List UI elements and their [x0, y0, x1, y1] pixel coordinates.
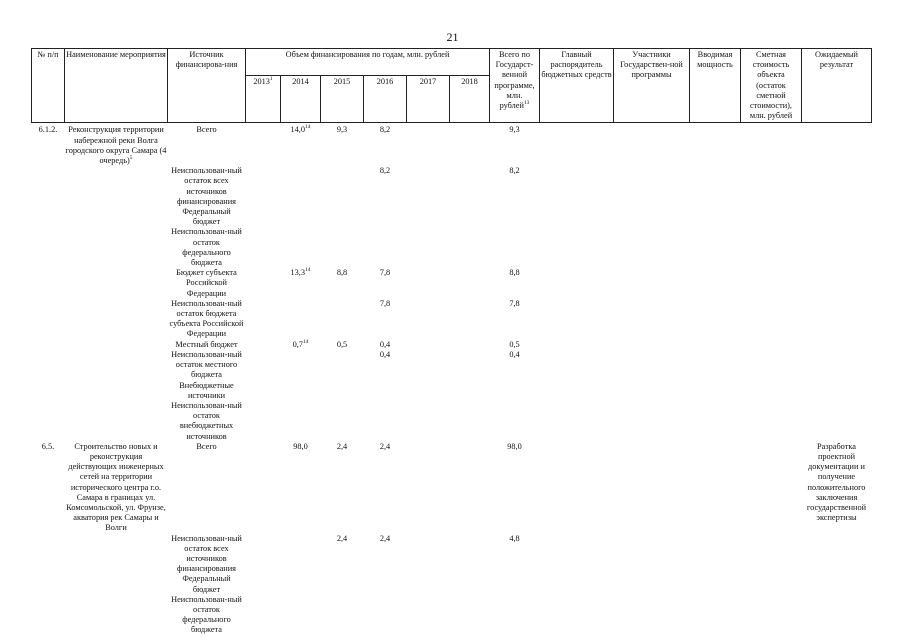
cell-2018: [450, 595, 490, 636]
row-num: [32, 350, 65, 381]
cell-2015: 2,4: [336, 441, 348, 451]
cell-result: [802, 299, 872, 340]
cell-2015: [321, 350, 364, 381]
cell-2017: [407, 381, 450, 401]
cell-manager: [540, 381, 614, 401]
cell-2013: [246, 340, 281, 350]
cell-estimate: [741, 350, 802, 381]
year-header: 2013$^1$: [246, 76, 281, 123]
row-source: Неиспользован-ный остаток всех источников финансирования: [171, 533, 242, 574]
cell-manager: [540, 268, 614, 299]
cell-manager: [540, 350, 614, 381]
row-name: [65, 207, 168, 227]
cell-2018: [450, 166, 490, 207]
col-header-num: № п/п: [32, 49, 65, 123]
table-row: [32, 340, 872, 350]
row-num: [32, 299, 65, 340]
cell-2016: [364, 595, 407, 636]
row-num: [32, 227, 65, 268]
cell-2015: 9,3: [336, 125, 348, 135]
cell-2015: [321, 207, 364, 227]
row-num: [32, 534, 65, 575]
cell-manager: [540, 595, 614, 636]
cell-2016: [364, 227, 407, 268]
table-row: [32, 350, 872, 381]
cell-participants: [614, 381, 690, 401]
cell-2014: [281, 401, 321, 442]
cell-manager: [540, 299, 614, 340]
cell-2018: [450, 227, 490, 268]
row-source: Неиспользован-ный остаток федерального бюджета: [171, 227, 242, 268]
cell-2013: [246, 595, 281, 636]
cell-2013: [246, 299, 281, 340]
cell-2017: [407, 442, 450, 534]
cell-2016: 2,4: [379, 533, 391, 543]
cell-estimate: [741, 534, 802, 575]
cell-participants: [614, 299, 690, 340]
col-header-total: Всего по Государст-венной программе, млн. рублей$^{13}$: [490, 49, 540, 123]
cell-2017: [407, 227, 450, 268]
cell-participants: [614, 442, 690, 534]
cell-2013: [246, 381, 281, 401]
col-header-estimate: Сметная стоимость объекта (остаток сметной стоимости), млн. рублей: [741, 49, 802, 123]
cell-total: 0,5: [509, 339, 520, 349]
col-header-name: Наименование мероприятия: [65, 49, 168, 123]
cell-manager: [540, 207, 614, 227]
cell-2014: [281, 381, 321, 401]
cell-capacity: [690, 268, 741, 299]
col-header-source: Источник финансирова-ния: [168, 49, 246, 123]
year-header: 2016: [364, 76, 407, 123]
cell-total: [490, 574, 540, 594]
cell-2017: [407, 574, 450, 594]
cell-result: [802, 207, 872, 227]
cell-total: [490, 401, 540, 442]
cell-2016: [364, 381, 407, 401]
cell-2014: [281, 299, 321, 340]
cell-total: [490, 595, 540, 636]
cell-2016: 8,2: [379, 166, 391, 176]
cell-total: [490, 227, 540, 268]
row-source: Неиспользован-ный остаток местного бюджета: [171, 349, 242, 380]
row-name: [65, 340, 168, 350]
cell-2018: [450, 268, 490, 299]
cell-manager: [540, 227, 614, 268]
cell-2015: [321, 227, 364, 268]
row-name: Реконструкция территории набережной реки Волга городского округа Самара (4 очередь)$^5$: [65, 125, 167, 166]
cell-participants: [614, 401, 690, 442]
cell-participants: [614, 595, 690, 636]
cell-2014: [281, 207, 321, 227]
cell-2014: [281, 166, 321, 207]
cell-estimate: [741, 268, 802, 299]
row-num: 6.5.: [41, 441, 55, 451]
cell-2017: [407, 350, 450, 381]
cell-capacity: [690, 227, 741, 268]
cell-2014: 98,0: [293, 441, 308, 451]
row-num: [32, 595, 65, 636]
cell-2013: [246, 401, 281, 442]
row-name: [65, 574, 168, 594]
cell-2015: [321, 381, 364, 401]
row-source: Всего: [196, 441, 217, 451]
cell-manager: [540, 442, 614, 534]
cell-total: 9,3: [509, 125, 520, 135]
cell-manager: [540, 166, 614, 207]
cell-2017: [407, 595, 450, 636]
cell-manager: [540, 401, 614, 442]
cell-capacity: [690, 401, 741, 442]
row-name: [65, 595, 168, 636]
table-row: [32, 207, 872, 227]
cell-2016: [364, 401, 407, 442]
cell-capacity: [690, 381, 741, 401]
cell-total: 8,2: [509, 166, 520, 176]
cell-2016: 7,8: [379, 298, 391, 308]
cell-2014: 14,0$^{14}$: [290, 124, 311, 135]
cell-total: [490, 207, 540, 227]
cell-2015: [321, 299, 364, 340]
cell-2018: [450, 381, 490, 401]
col-header-capacity: Вводимая мощность: [690, 49, 741, 123]
row-name: Строительство новых и реконструкция действующих инженерных сетей на территории исторического центра г.о. Самара в границах ул. Комсомольской, ул. Фрунзе, акватория рек Самары и Волги: [66, 441, 166, 533]
cell-participants: [614, 207, 690, 227]
cell-result: [802, 340, 872, 350]
cell-estimate: [741, 595, 802, 636]
cell-participants: [614, 227, 690, 268]
cell-2015: [321, 574, 364, 594]
row-source: Неиспользован-ный остаток бюджета субъекта Российской Федерации: [169, 298, 244, 339]
cell-total: [490, 381, 540, 401]
cell-capacity: [690, 442, 741, 534]
row-num: [32, 166, 65, 207]
page-number: 21: [446, 30, 459, 44]
cell-2014: [281, 595, 321, 636]
row-name: [65, 534, 168, 575]
cell-participants: [614, 166, 690, 207]
cell-2014: 13,3$^{14}$: [290, 267, 311, 278]
cell-2016: 8,2: [379, 125, 391, 135]
row-num: [32, 207, 65, 227]
row-source: Бюджет субъекта Российской Федерации: [176, 268, 237, 298]
table-row: [32, 299, 872, 340]
cell-participants: [614, 340, 690, 350]
table-row: [32, 166, 872, 207]
cell-2013: [246, 207, 281, 227]
col-header-participants: Участники Государствен-ной программы: [614, 49, 690, 123]
cell-manager: [540, 534, 614, 575]
row-name: [65, 166, 168, 207]
cell-result: [802, 350, 872, 381]
row-num: [32, 340, 65, 350]
cell-2018: [450, 125, 490, 166]
year-header: 2018: [450, 76, 490, 123]
cell-result: [802, 227, 872, 268]
cell-estimate: [741, 125, 802, 166]
table-row: [32, 401, 872, 442]
cell-estimate: [741, 166, 802, 207]
row-name: [65, 299, 168, 340]
cell-manager: [540, 125, 614, 166]
cell-2017: [407, 534, 450, 575]
cell-participants: [614, 268, 690, 299]
row-source: Неиспользован-ный остаток внебюджетных источников: [171, 400, 242, 441]
cell-2013: [246, 534, 281, 575]
cell-2017: [407, 125, 450, 166]
row-source: Федеральный бюджет: [182, 574, 231, 594]
cell-result: [802, 381, 872, 401]
cell-2013: [246, 350, 281, 381]
cell-estimate: [741, 227, 802, 268]
cell-result: [802, 595, 872, 636]
cell-2017: [407, 401, 450, 442]
row-num: [32, 574, 65, 594]
cell-total: 4,8: [509, 533, 520, 543]
cell-2016: 0,4: [379, 339, 391, 349]
cell-capacity: [690, 207, 741, 227]
row-num: 6.1.2.: [38, 125, 58, 135]
cell-manager: [540, 340, 614, 350]
cell-2018: [450, 574, 490, 594]
cell-2013: [246, 125, 281, 166]
cell-total: 7,8: [509, 298, 520, 308]
cell-estimate: [741, 299, 802, 340]
cell-2016: [364, 574, 407, 594]
cell-total: 0,4: [509, 349, 520, 359]
cell-2017: [407, 299, 450, 340]
cell-result: [802, 166, 872, 207]
table-row: [32, 125, 872, 166]
col-header-manager: Главный распорядитель бюджетных средств: [540, 49, 614, 123]
cell-2015: [321, 401, 364, 442]
financing-table: [31, 48, 872, 636]
cell-2018: [450, 299, 490, 340]
cell-2017: [407, 166, 450, 207]
cell-capacity: [690, 299, 741, 340]
row-source: Внебюджетные источники: [179, 380, 234, 400]
cell-2015: 2,4: [336, 533, 348, 543]
cell-2013: [246, 442, 281, 534]
cell-estimate: [741, 574, 802, 594]
year-header: 2017: [407, 76, 450, 123]
row-name: [65, 227, 168, 268]
table-row: [32, 442, 872, 534]
row-source: Неиспользован-ный остаток всех источников финансирования: [171, 166, 242, 206]
cell-2015: [321, 595, 364, 636]
table-row: [32, 534, 872, 575]
cell-2015: 8,8: [336, 268, 348, 278]
cell-result: [802, 401, 872, 442]
cell-estimate: [741, 207, 802, 227]
cell-2018: [450, 340, 490, 350]
row-num: [32, 401, 65, 442]
cell-2016: 0,4: [379, 349, 391, 359]
cell-2018: [450, 534, 490, 575]
cell-2018: [450, 350, 490, 381]
cell-total: 8,8: [509, 268, 520, 278]
table-row: [32, 381, 872, 401]
cell-2017: [407, 207, 450, 227]
cell-estimate: [741, 401, 802, 442]
row-name: [65, 350, 168, 381]
table-row: [32, 227, 872, 268]
cell-2018: [450, 401, 490, 442]
cell-capacity: [690, 340, 741, 350]
table-body: [32, 123, 872, 636]
cell-estimate: [741, 381, 802, 401]
row-source: Федеральный бюджет: [182, 207, 231, 227]
cell-result: Разработка проектной документации и получение положительного заключения государственной экспертизы: [806, 441, 867, 523]
cell-2014: [281, 534, 321, 575]
row-source: Местный бюджет: [175, 339, 238, 349]
cell-participants: [614, 574, 690, 594]
cell-result: [802, 125, 872, 166]
row-num: [32, 381, 65, 401]
cell-2013: [246, 574, 281, 594]
cell-capacity: [690, 125, 741, 166]
row-name: [65, 381, 168, 401]
cell-2016: [364, 207, 407, 227]
cell-participants: [614, 350, 690, 381]
cell-manager: [540, 574, 614, 594]
cell-2016: 7,8: [379, 268, 391, 278]
cell-2014: [281, 574, 321, 594]
table-row: [32, 595, 872, 636]
cell-capacity: [690, 574, 741, 594]
cell-2017: [407, 340, 450, 350]
cell-2014: [281, 227, 321, 268]
cell-2018: [450, 442, 490, 534]
cell-2013: [246, 227, 281, 268]
cell-estimate: [741, 442, 802, 534]
table-row: [32, 574, 872, 594]
cell-2018: [450, 207, 490, 227]
col-header-funding-group: Объем финансирования по годам, млн. рублей: [246, 49, 490, 76]
cell-2015: [321, 166, 364, 207]
year-header: 2015: [321, 76, 364, 123]
cell-2014: $0,7^{14}$: [292, 338, 309, 349]
cell-total: 98,0: [507, 441, 522, 451]
row-num: [32, 268, 65, 299]
row-name: [65, 401, 168, 442]
cell-2017: [407, 268, 450, 299]
cell-result: [802, 268, 872, 299]
cell-2013: [246, 166, 281, 207]
cell-capacity: [690, 166, 741, 207]
cell-estimate: [741, 340, 802, 350]
cell-2013: [246, 268, 281, 299]
row-source: Всего: [196, 125, 217, 135]
cell-result: [802, 534, 872, 575]
cell-capacity: [690, 595, 741, 636]
row-name: [65, 268, 168, 299]
cell-2014: [281, 350, 321, 381]
cell-2015: 0,5: [336, 339, 348, 349]
cell-result: [802, 574, 872, 594]
cell-participants: [614, 125, 690, 166]
cell-2016: 2,4: [379, 441, 391, 451]
cell-capacity: [690, 350, 741, 381]
row-source: Неиспользован-ный остаток федерального бюджета: [171, 594, 242, 635]
year-header: 2014: [281, 76, 321, 123]
cell-participants: [614, 534, 690, 575]
table-row: [32, 268, 872, 299]
col-header-result: Ожидаемый результат: [802, 49, 872, 123]
cell-capacity: [690, 534, 741, 575]
